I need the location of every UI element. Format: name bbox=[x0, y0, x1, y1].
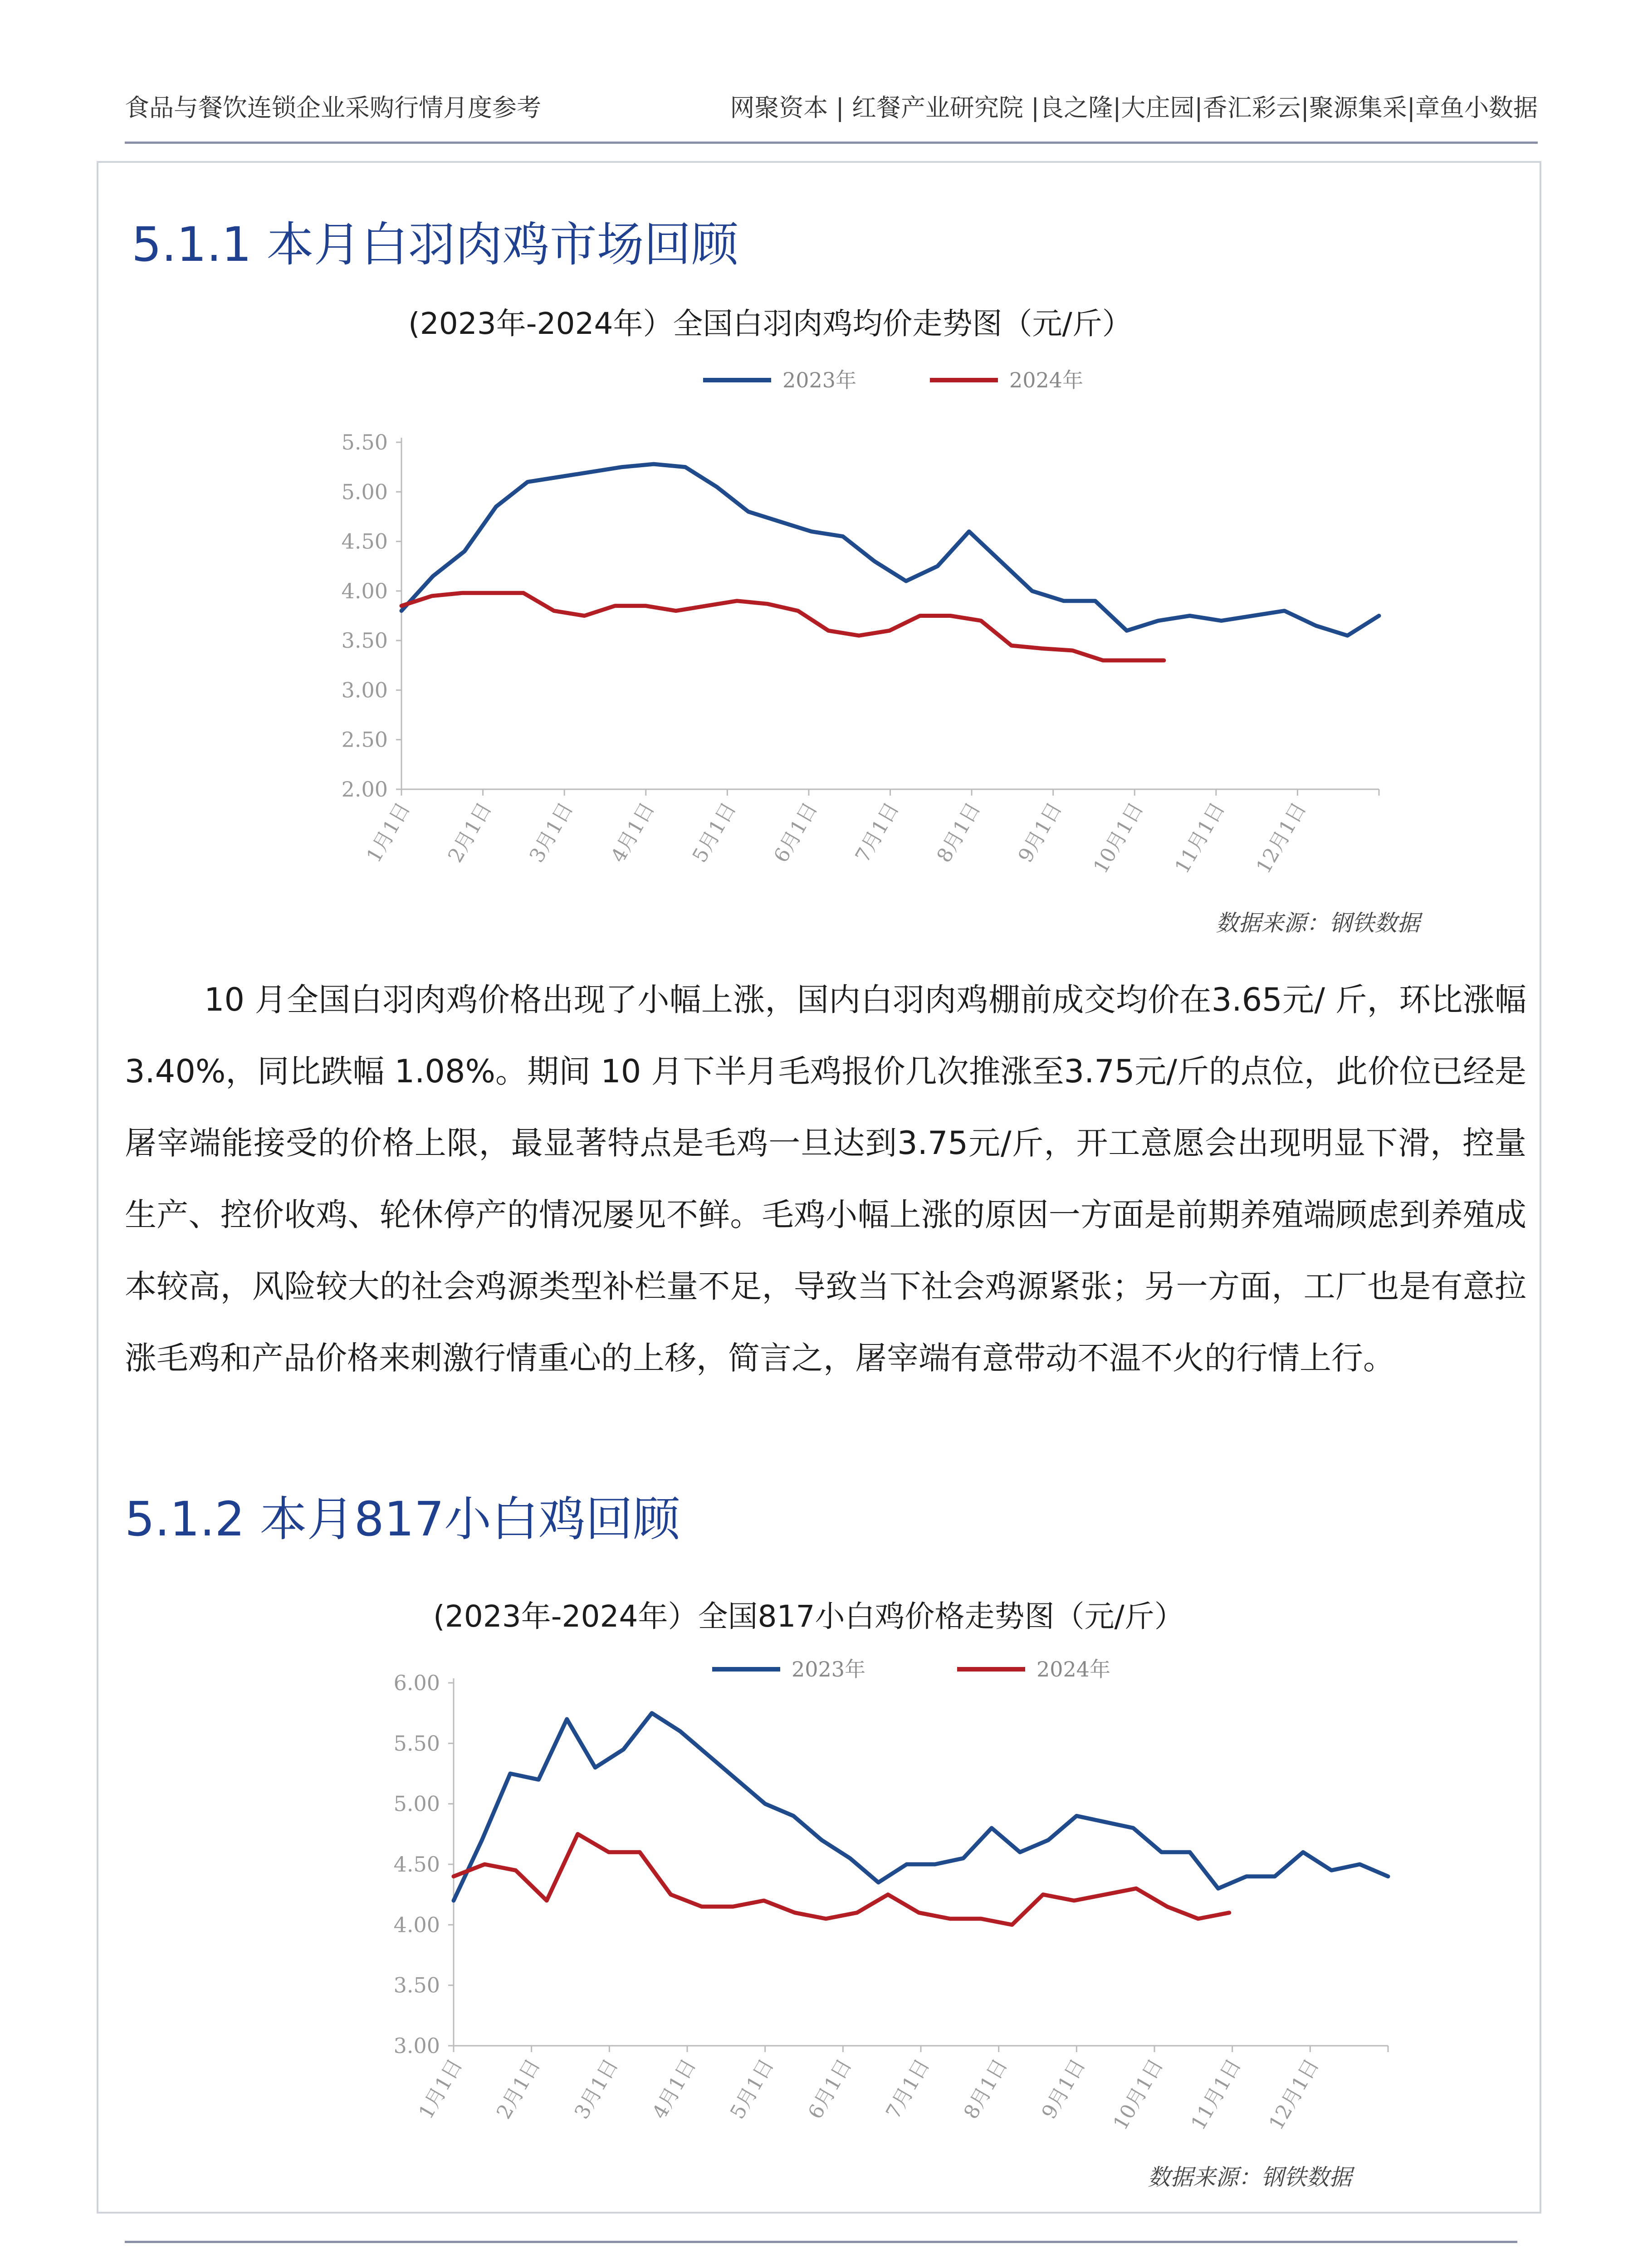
x-tick-label: 5月1日 bbox=[726, 2055, 779, 2123]
x-tick-label: 7月1日 bbox=[851, 798, 904, 867]
section-title-817-chicken: 5.1.2 本月817小白鸡回顾 bbox=[125, 1491, 680, 1547]
market-review-text: 10 月全国白羽肉鸡价格出现了小幅上涨，国内白羽肉鸡棚前成交均价在3.65元/ 斤，环比涨幅 3.40%，同比跌幅 1.08%。期间 10 月下半月毛鸡报价几次推涨至3.75元/斤的点位，此价位已经是屠宰端能接受的价格上限，最显著特点是毛鸡一旦达到3.75元/斤，开工意愿会出现明显下滑，控量生产、控价收鸡、轮休停产的情况屡见不鲜。毛鸡小幅上涨的原因一方面是前期养殖端顾虑到养殖成本较高，风险较大的社会鸡源类型补栏量不足，导致当下社会鸡源紧张；另一方面，工厂也是有意拉涨毛鸡和产品价格来刺激行情重心的上移，简言之，屠宰端有意带动不温不火的行情上行。 bbox=[125, 981, 1527, 1377]
x-tick-label: 8月1日 bbox=[959, 2055, 1012, 2123]
legend-label: 2023年 bbox=[782, 368, 857, 392]
chart-817-chicken-price bbox=[363, 1637, 1406, 2164]
y-tick-label: 4.50 bbox=[393, 1852, 440, 1877]
x-tick-label: 6月1日 bbox=[769, 798, 822, 867]
footer-divider bbox=[125, 2241, 1517, 2243]
page-header bbox=[125, 88, 1538, 138]
x-tick-label: 4月1日 bbox=[606, 798, 660, 867]
chart-source-817-chicken: 数据来源：钢铁数据 bbox=[1148, 2164, 1352, 2190]
x-tick-label: 8月1日 bbox=[932, 798, 985, 867]
y-tick-label: 3.50 bbox=[393, 1973, 440, 1998]
y-tick-label: 5.00 bbox=[341, 479, 388, 504]
header-right-partners: 网聚资本 | 红餐产业研究院 |良之隆|大庄园|香汇彩云|聚源集采|章鱼小数据 bbox=[730, 93, 1538, 122]
y-tick-label: 4.00 bbox=[341, 578, 388, 603]
chart-source-white-broiler: 数据来源：钢铁数据 bbox=[1216, 910, 1420, 936]
x-tick-label: 2月1日 bbox=[443, 798, 497, 867]
x-tick-label: 1月1日 bbox=[362, 798, 415, 867]
y-tick-label: 2.00 bbox=[341, 777, 388, 802]
x-tick-label: 6月1日 bbox=[803, 2055, 856, 2123]
y-tick-label: 5.50 bbox=[341, 430, 388, 455]
legend-label: 2024年 bbox=[1009, 368, 1084, 392]
x-tick-label: 9月1日 bbox=[1037, 2055, 1090, 2123]
series-line-2024 bbox=[454, 1834, 1229, 1925]
header-divider bbox=[125, 142, 1538, 144]
y-tick-label: 5.00 bbox=[393, 1791, 440, 1816]
line-chart-svg bbox=[363, 1637, 1406, 2164]
x-tick-label: 1月1日 bbox=[414, 2055, 467, 2123]
series-line-2024 bbox=[401, 593, 1164, 660]
x-tick-label: 9月1日 bbox=[1014, 798, 1067, 867]
x-tick-label: 10月1日 bbox=[1109, 2055, 1168, 2134]
header-left-title: 食品与餐饮连锁企业采购行情月度参考 bbox=[125, 93, 541, 122]
chart-white-broiler-price bbox=[327, 358, 1406, 898]
market-review-paragraph bbox=[125, 964, 1526, 1394]
x-tick-label: 3月1日 bbox=[570, 2055, 623, 2123]
x-tick-label: 7月1日 bbox=[881, 2055, 934, 2123]
x-tick-label: 11月1日 bbox=[1170, 798, 1230, 878]
y-tick-label: 3.00 bbox=[393, 2033, 440, 2058]
y-tick-label: 5.50 bbox=[393, 1731, 440, 1756]
chart-title-white-broiler: (2023年-2024年）全国白羽肉鸡均价走势图（元/斤） bbox=[408, 306, 1132, 341]
x-tick-label: 12月1日 bbox=[1252, 798, 1311, 878]
y-tick-label: 3.50 bbox=[341, 628, 388, 653]
line-chart-svg bbox=[327, 358, 1406, 898]
series-line-2023 bbox=[401, 464, 1379, 635]
x-tick-label: 3月1日 bbox=[525, 798, 578, 867]
series-line-2023 bbox=[454, 1713, 1388, 1901]
legend-label: 2023年 bbox=[792, 1657, 866, 1681]
legend-label: 2024年 bbox=[1037, 1657, 1111, 1681]
y-tick-label: 4.50 bbox=[341, 529, 388, 554]
y-tick-label: 6.00 bbox=[393, 1671, 440, 1695]
y-tick-label: 3.00 bbox=[341, 678, 388, 703]
x-tick-label: 2月1日 bbox=[492, 2055, 545, 2123]
y-tick-label: 4.00 bbox=[393, 1912, 440, 1937]
chart-title-817-chicken: (2023年-2024年）全国817小白鸡价格走势图（元/斤） bbox=[433, 1599, 1184, 1634]
x-tick-label: 12月1日 bbox=[1264, 2055, 1324, 2134]
section-title-white-broiler: 5.1.1 本月白羽肉鸡市场回顾 bbox=[132, 217, 738, 272]
x-tick-label: 10月1日 bbox=[1089, 798, 1148, 878]
y-tick-label: 2.50 bbox=[341, 727, 388, 752]
x-tick-label: 4月1日 bbox=[648, 2055, 701, 2123]
x-tick-label: 5月1日 bbox=[688, 798, 741, 867]
x-tick-label: 11月1日 bbox=[1187, 2055, 1246, 2134]
